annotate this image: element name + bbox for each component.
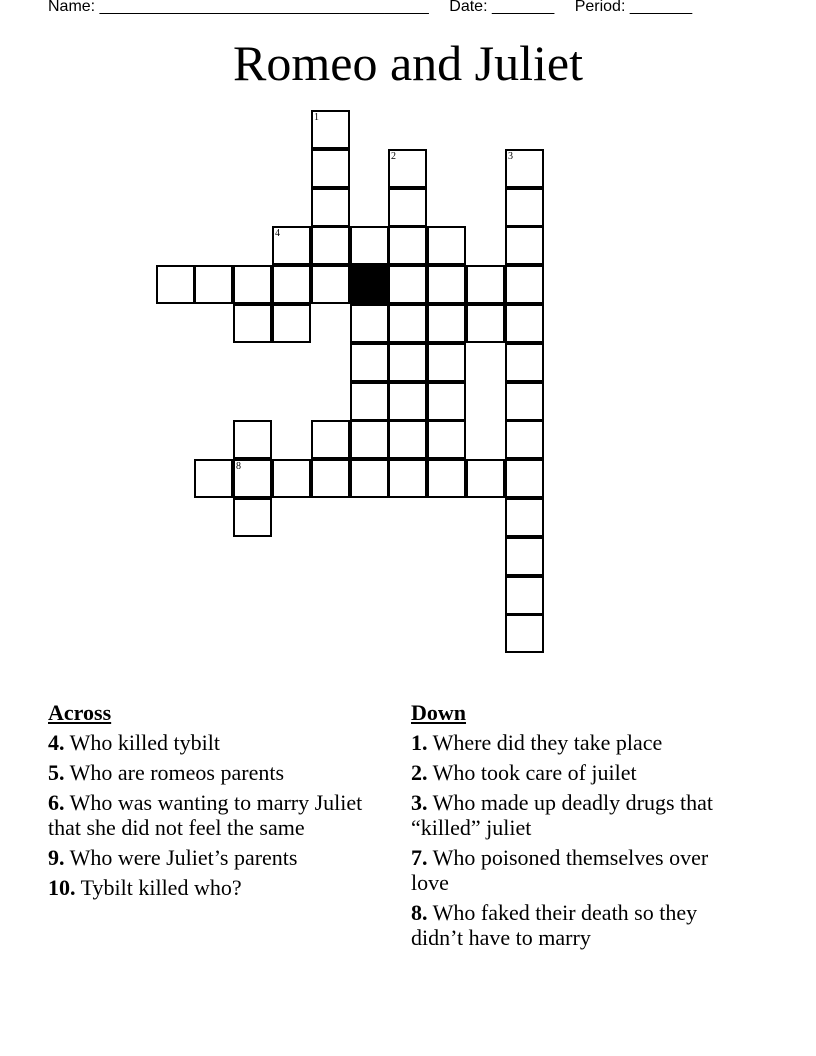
clue-text: Who are romeos parents [69, 760, 285, 785]
clue-number: 2. [411, 760, 428, 785]
grid-cell[interactable] [505, 382, 544, 421]
grid-cell[interactable] [311, 265, 350, 304]
grid-cell[interactable] [272, 226, 311, 265]
grid-cell[interactable] [427, 343, 466, 382]
grid-cell[interactable] [194, 459, 233, 498]
clue-text: Who made up deadly drugs that “killed” juliet [411, 790, 714, 840]
grid-cell[interactable] [233, 498, 272, 537]
grid-cell[interactable] [388, 382, 427, 421]
clue-number: 10. [48, 875, 76, 900]
grid-cell[interactable] [505, 149, 544, 188]
clue-text: Who poisoned themselves over love [411, 845, 709, 895]
clue-text: Tybilt killed who? [80, 875, 242, 900]
grid-cell[interactable] [505, 304, 544, 343]
grid-cell[interactable] [505, 459, 544, 498]
grid-cell[interactable] [350, 343, 389, 382]
down-clue-3 [411, 790, 751, 840]
clue-number: 5. [48, 760, 65, 785]
grid-cell[interactable] [427, 304, 466, 343]
grid-cell[interactable] [233, 459, 272, 498]
grid-cell[interactable] [350, 304, 389, 343]
grid-cell[interactable] [388, 188, 427, 227]
grid-cell[interactable] [388, 459, 427, 498]
grid-cell[interactable] [505, 226, 544, 265]
date-field: Date: _______ [449, 0, 555, 15]
across-clue-9 [48, 845, 378, 870]
grid-cell[interactable] [505, 537, 544, 576]
grid-cell[interactable] [311, 149, 350, 188]
clue-number: 6. [48, 790, 65, 815]
grid-cell[interactable] [233, 265, 272, 304]
grid-cell[interactable] [311, 226, 350, 265]
grid-cell[interactable] [427, 226, 466, 265]
down-clues [411, 700, 751, 955]
down-clue-1 [411, 730, 751, 755]
grid-cell[interactable] [350, 459, 389, 498]
grid-cell[interactable] [505, 576, 544, 615]
clue-text: Who faked their death so they didn’t have to marry [411, 900, 698, 950]
across-heading: Across [48, 700, 112, 725]
clue-text: Who were Juliet’s parents [69, 845, 298, 870]
across-clue-10 [48, 875, 378, 900]
grid-cell[interactable] [505, 343, 544, 382]
clue-text: Who took care of juilet [432, 760, 637, 785]
grid-cell[interactable] [388, 265, 427, 304]
grid-cell[interactable] [272, 459, 311, 498]
cell-number: 8 [236, 461, 241, 472]
down-clue-7 [411, 845, 751, 895]
across-clue-4 [48, 730, 378, 755]
grid-cell[interactable] [388, 343, 427, 382]
grid-cell[interactable] [427, 265, 466, 304]
clue-number: 8. [411, 900, 428, 925]
clue-number: 7. [411, 845, 428, 870]
name-field: Name: _____________________________________ [48, 0, 429, 15]
clue-text: Where did they take place [432, 730, 663, 755]
grid-cell[interactable] [505, 420, 544, 459]
across-clue-5 [48, 760, 378, 785]
grid-cell[interactable] [505, 188, 544, 227]
grid-cell[interactable] [311, 110, 350, 149]
down-clue-2 [411, 760, 751, 785]
grid-cell[interactable] [388, 304, 427, 343]
clue-number: 4. [48, 730, 65, 755]
grid-cell[interactable] [466, 265, 505, 304]
grid-cell[interactable] [427, 459, 466, 498]
grid-cell[interactable] [466, 304, 505, 343]
grid-cell[interactable] [427, 420, 466, 459]
across-clue-6 [48, 790, 378, 840]
grid-cell[interactable] [466, 459, 505, 498]
page-title: Romeo and Juliet [233, 35, 583, 91]
grid-cell[interactable] [427, 382, 466, 421]
cell-number: 3 [508, 151, 513, 162]
grid-cell[interactable] [194, 265, 233, 304]
grid-block [350, 265, 389, 304]
clue-text: Who was wanting to marry Juliet that she did not feel the same [48, 790, 363, 840]
grid-cell[interactable] [505, 498, 544, 537]
period-field: Period: _______ [574, 0, 693, 15]
grid-cell[interactable] [505, 265, 544, 304]
clue-text: Who killed tybilt [69, 730, 220, 755]
grid-cell[interactable] [505, 614, 544, 653]
clue-number: 1. [411, 730, 428, 755]
grid-cell[interactable] [350, 382, 389, 421]
clue-number: 3. [411, 790, 428, 815]
grid-cell[interactable] [311, 188, 350, 227]
grid-cell[interactable] [388, 149, 427, 188]
grid-cell[interactable] [388, 420, 427, 459]
grid-cell[interactable] [272, 265, 311, 304]
across-clues [48, 700, 378, 905]
grid-cell[interactable] [233, 304, 272, 343]
grid-cell[interactable] [311, 420, 350, 459]
cell-number: 2 [391, 151, 396, 162]
down-clue-8 [411, 900, 751, 950]
grid-cell[interactable] [272, 304, 311, 343]
down-heading: Down [411, 700, 467, 725]
grid-cell[interactable] [350, 420, 389, 459]
grid-cell[interactable] [233, 420, 272, 459]
grid-cell[interactable] [388, 226, 427, 265]
cell-number: 1 [314, 112, 319, 123]
grid-cell[interactable] [311, 459, 350, 498]
clue-number: 9. [48, 845, 65, 870]
cell-number: 4 [275, 228, 280, 239]
grid-cell[interactable] [350, 226, 389, 265]
grid-cell[interactable] [156, 265, 195, 304]
